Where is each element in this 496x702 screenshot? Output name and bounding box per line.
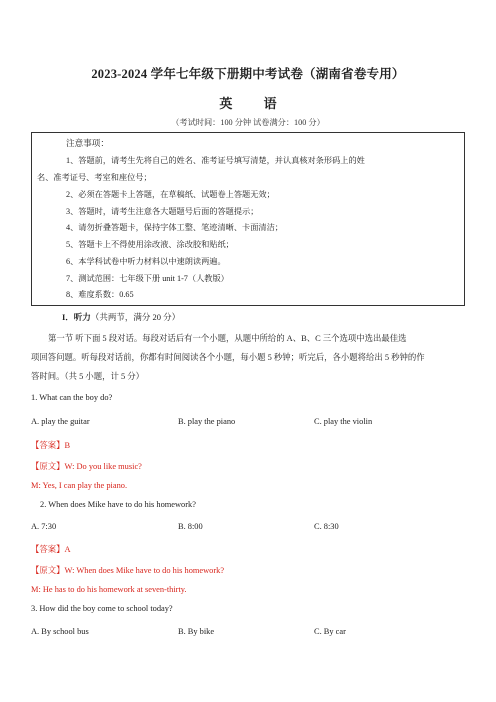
- option-c: C. By car: [314, 627, 346, 636]
- option-b: B. play the piano: [178, 417, 236, 426]
- notice-line: 8、难度系数：0.65: [66, 290, 134, 299]
- transcript-line: 【原文】W: When does Mike have to do his homework?: [31, 566, 225, 575]
- instruction-line: 第一节 听下面 5 段对话。每段对话后有一个小题，从题中所给的 A、B、C 三个选项中选出最佳选: [48, 334, 407, 343]
- exam-title: 2023-2024 学年七年级下册期中考试卷（湖南省卷专用）: [91, 67, 405, 81]
- option-a: A. play the guitar: [31, 417, 90, 426]
- question-stem: 1. What can the boy do?: [31, 393, 113, 402]
- section-number: I．听力: [62, 312, 91, 322]
- exam-info: （考试时间：100 分钟 试卷满分：100 分）: [171, 118, 325, 127]
- option-a: A. By school bus: [31, 627, 89, 636]
- notice-line: 4、请勿折叠答题卡，保持字体工整、笔迹清晰、卡面清洁；: [66, 223, 283, 232]
- notice-line: 7、测试范围：七年级下册 unit 1-7（人教版）: [66, 274, 229, 283]
- answer-label: 【答案】A: [31, 545, 71, 554]
- instruction-line: 项回答问题。听每段对话前，你都有时间阅读各个小题，每小题 5 秒钟；听完后，各小题将给出 5 秒钟的作: [31, 353, 425, 362]
- answer-label: 【答案】B: [31, 441, 71, 450]
- option-c: C. play the violin: [314, 417, 373, 426]
- transcript-line: M: Yes, I can play the piano.: [31, 481, 128, 490]
- question-stem: 2. When does Mike have to do his homework?: [40, 500, 196, 509]
- subject-title: 英 语: [219, 96, 291, 111]
- notice-heading: 注意事项：: [66, 138, 109, 148]
- section-heading: [62, 311, 180, 323]
- notice-line: 1、答题前，请考生先将自己的姓名、准考证号填写清楚，并认真核对条形码上的姓: [66, 156, 365, 165]
- notice-line: 名、准考证号、考室和座位号；: [37, 173, 152, 182]
- notice-line: 3、答题时，请考生注意各大题题号后面的答题提示；: [66, 207, 259, 216]
- transcript-line: 【原文】W: Do you like music?: [31, 462, 142, 471]
- notice-line: 6、本学科试卷中听力材料以中速朗读两遍。: [66, 257, 226, 266]
- option-b: B. By bike: [178, 627, 215, 636]
- instruction-line: 答时间。（共 5 小题，计 5 分）: [31, 372, 145, 381]
- transcript-line: M: He has to do his homework at seven-thirty.: [31, 585, 187, 594]
- question-stem: 3. How did the boy come to school today?: [31, 604, 173, 613]
- notice-line: 5、答题卡上不得使用涂改液、涂改胶和贴纸；: [66, 240, 234, 249]
- section-note: （共两节，满分 20 分）: [90, 312, 181, 322]
- notice-line: 2、必须在答题卡上答题，在草稿纸、试题卷上答题无效；: [66, 190, 275, 199]
- option-a: A. 7:30: [31, 522, 57, 531]
- option-b: B. 8:00: [178, 522, 203, 531]
- option-c: C. 8:30: [314, 522, 339, 531]
